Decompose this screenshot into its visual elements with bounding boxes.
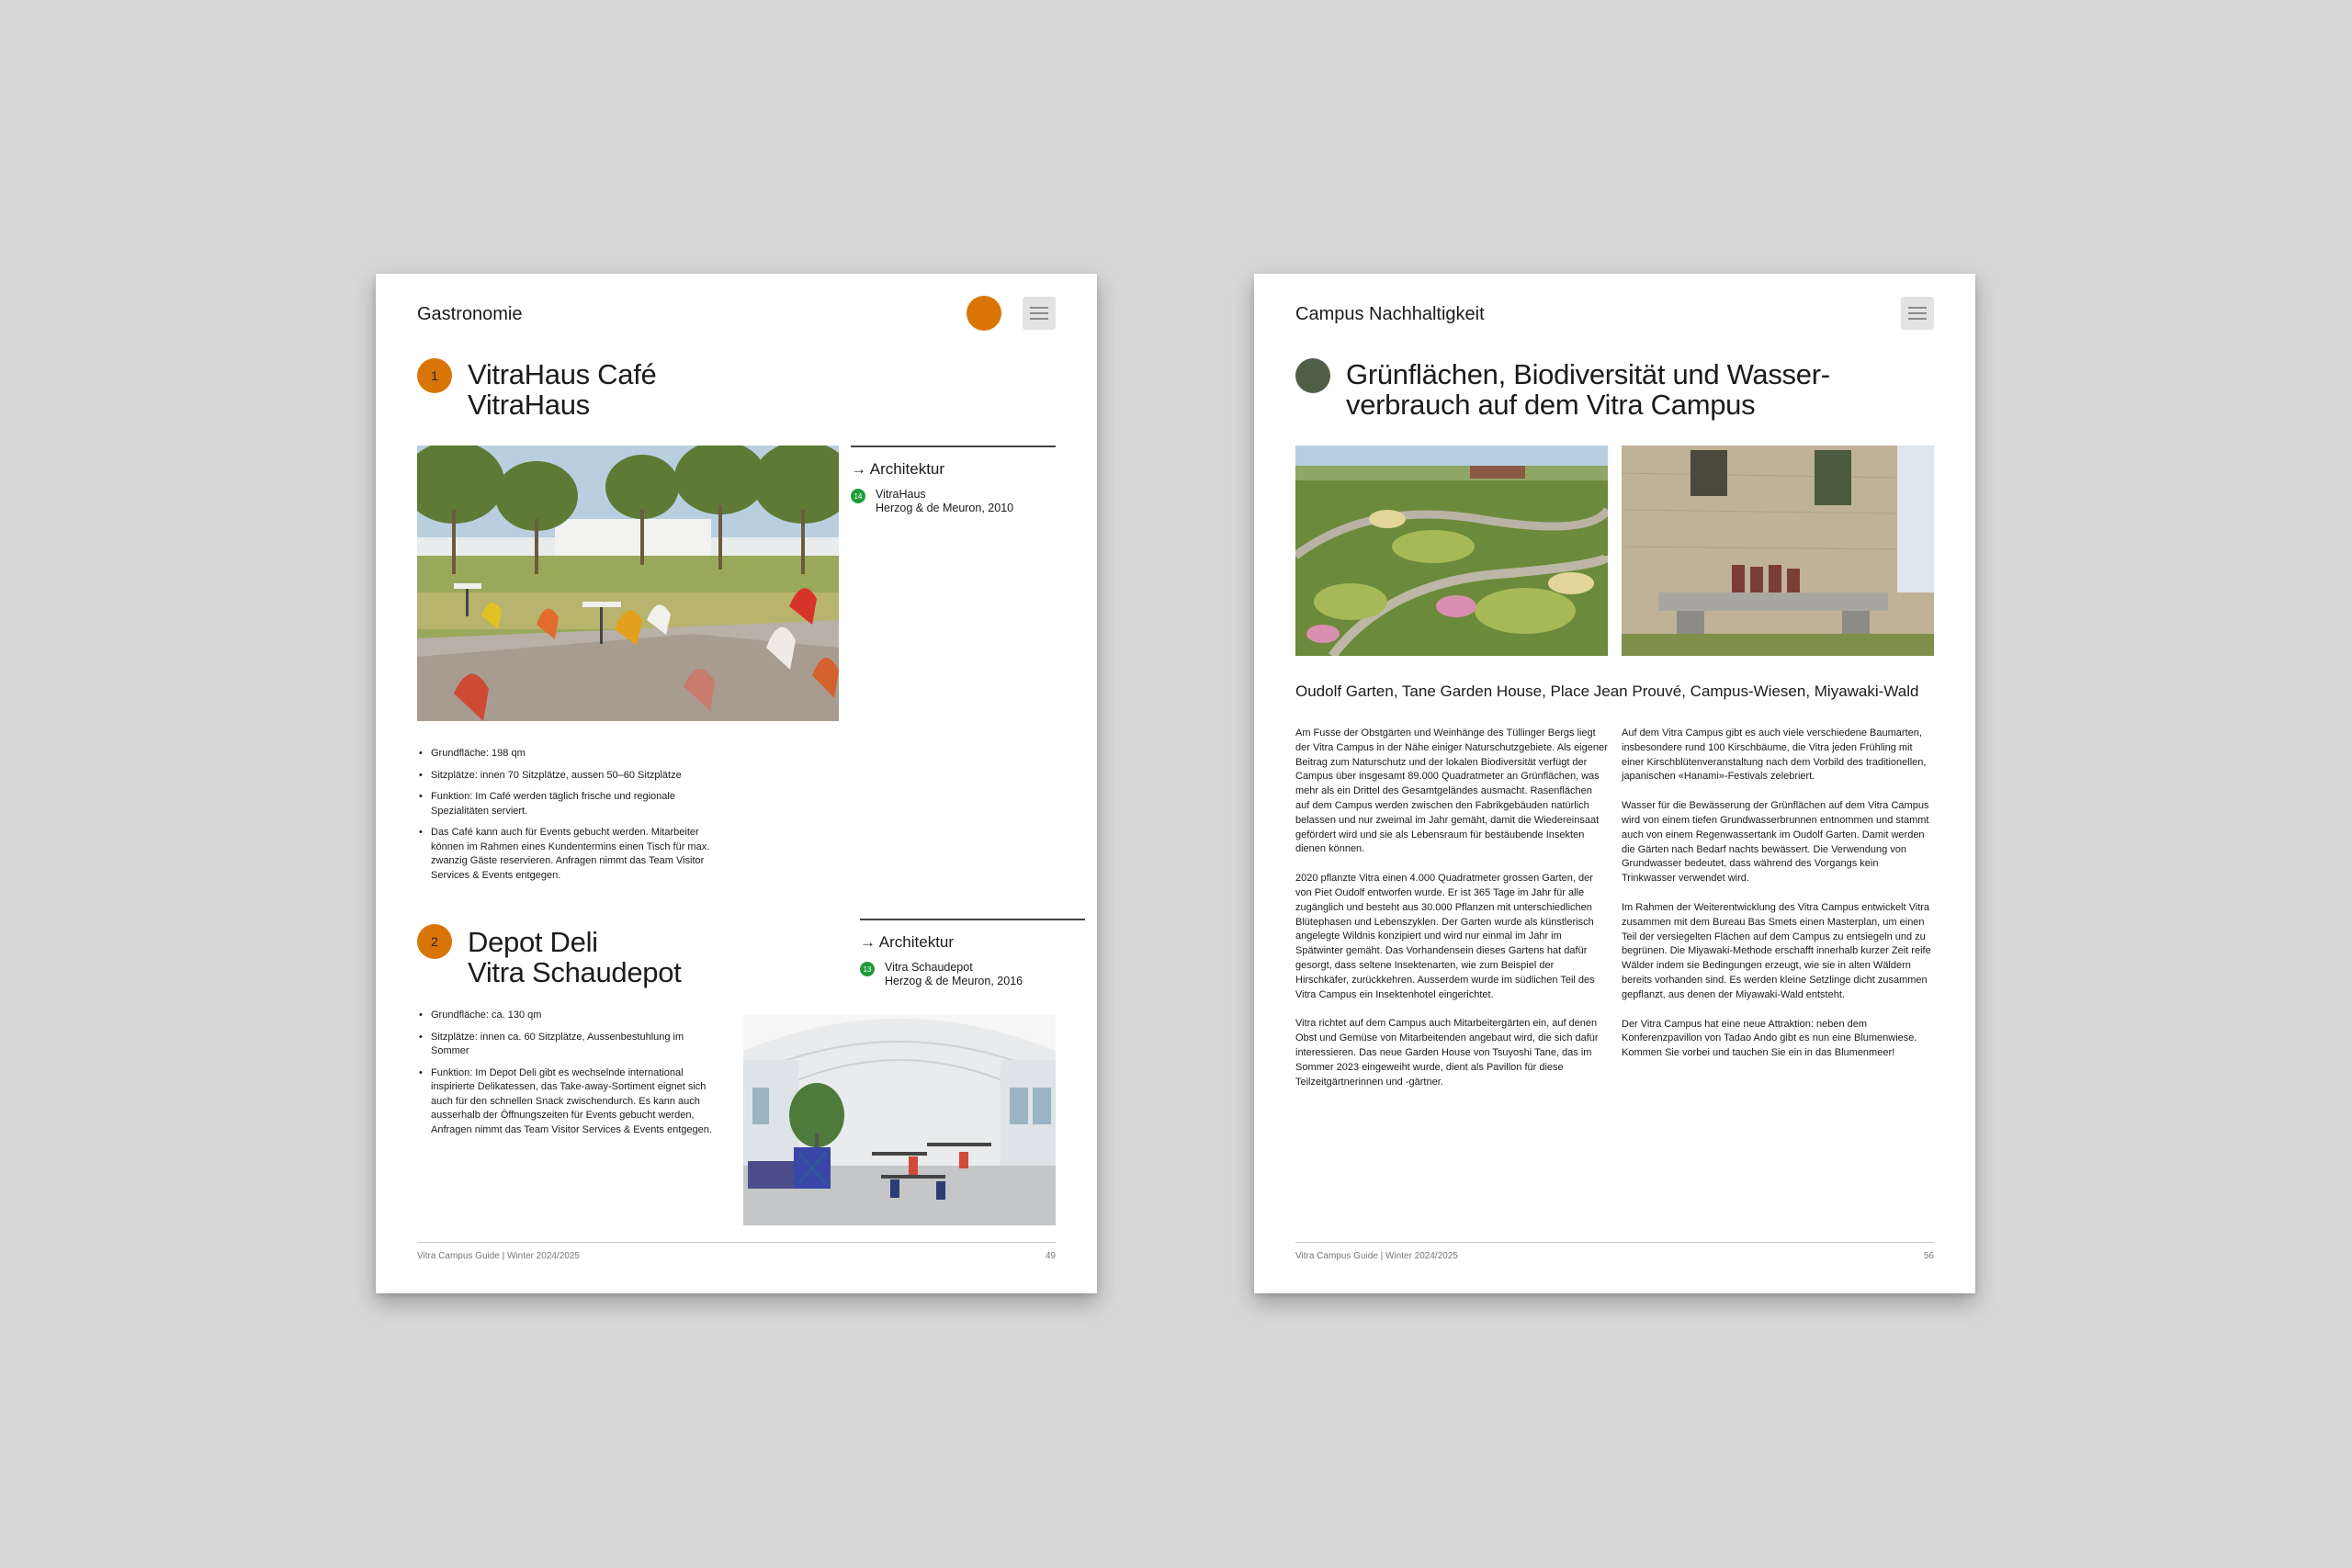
paragraph: Vitra richtet auf dem Campus auch Mitarbeitergärten ein, auf denen Obst und Gemüse von Mitarbeitenden angebaut wird, die sich dafür interessieren. Das neue Garden House von Tsuyoshi Tane, das im Sommer 2023 eingeweiht wurde, dient als Pavillon für diese Teilzeitgärtnerinnen und -gärtner. [1295, 1018, 1599, 1088]
list-item: • Sitzplätze: innen 70 Sitzplätze, aussen 50–60 Sitzplätze [417, 769, 729, 784]
list-item: • Sitzplätze: innen ca. 60 Sitzplätze, Aussenbestuhlung im Sommer [417, 1031, 720, 1059]
article-title-line1: Grünflächen, Biodiversität und Wasser- [1346, 358, 1830, 390]
footer-text: Vitra Campus Guide | Winter 2024/2025 [1295, 1251, 1458, 1261]
page-number: 49 [1045, 1251, 1056, 1261]
list-item: • Funktion: Im Depot Deli gibt es wechselnde international inspirierte Delikatessen, das Take-away-Sortiment eignet sich auch für den schnellen Snack zwischendurch. Es kann auch ausserhalb der Öffnungszeiten für Events gebucht werden, Anfragen nimmt das Team Visitor Services & Events entgegen. [417, 1066, 720, 1138]
entry-title-main: VitraHaus Café [468, 358, 657, 390]
section-title: Campus Nachhaltigkeit [1295, 304, 1485, 324]
building-name: Vitra Schaudepot [885, 961, 973, 974]
building-name: VitraHaus [876, 488, 926, 501]
brochure-page-right [1254, 274, 1975, 1293]
architecture-link[interactable]: → Architektur [860, 933, 955, 951]
map-marker-icon: 14 [851, 489, 865, 503]
hamburger-menu-icon[interactable] [1023, 297, 1056, 330]
entry-subtitle: VitraHaus [468, 389, 590, 421]
fact-list [417, 747, 729, 890]
category-dot [967, 296, 1001, 331]
paragraph: 2020 pflanzte Vitra einen 4.000 Quadratmeter grossen Garten, der von Piet Oudolf entworfen wurde. Er ist 365 Tage im Jahr für alle zugänglich und besteht aus 30.000 Pflanzen mit unterschiedlichen Blütephasen und Lebenszyklen. Der Garten wurde als künstlerisch angelegte Wildnis konzipiert und wird nur einmal im Jahr im Spätwinter gemäht. Das Vorhandensein dieses Gartens hat dafür gesorgt, dass seltene Insektenarten, wie zum Beispiel der Hirschkäfer, zurückkehren. Ausserdem wurde im südlichen Teil des Vitra Campus ein Insektenhotel eingerichtet. [1295, 873, 1595, 1000]
footer-text: Vitra Campus Guide | Winter 2024/2025 [417, 1251, 580, 1261]
entry-title [468, 927, 681, 987]
vitrahaus-cafe-photo [417, 446, 839, 721]
list-item: • Das Café kann auch für Events gebucht werden. Mitarbeiter können im Rahmen eines Kundentermins einen Tisch für max. zwanzig Gäste reservieren. Anfragen nimmt das Team Visitor Services & Events entgegen. [417, 826, 729, 883]
architecture-box [851, 446, 1056, 515]
paragraph: Am Fusse der Obstgärten und Weinhänge des Tüllinger Bergs liegt der Vitra Campus in der Nähe einiger Naturschutzgebiete. Als eigener Beitrag zum Naturschutz und der lokalen Biodiversität verfügt der Campus über insgesamt 89.000 Quadratmeter an Grünflächen, was mehr als ein Drittel des Gesamtgeländes ausmacht. Rasenflächen auf dem Campus werden zwischen den Fabrikgebäuden natürlich belassen und nur zweimal im Jahr gemäht, damit die Wiedereinsaat gefördert wird und sie als Lebensraum für bestäubende Insekten dienen können. [1295, 728, 1608, 855]
brochure-page-left [376, 274, 1097, 1293]
hamburger-menu-icon[interactable] [1901, 297, 1934, 330]
paragraph: Der Vitra Campus hat eine neue Attraktion: neben dem Konferenzpavillon von Tadao Ando gibt es nun eine Blumenwiese. Kommen Sie vorbei und tauchen Sie ein in das Blumenmeer! [1622, 1018, 1917, 1059]
article-title [1346, 359, 1830, 420]
architecture-item [851, 488, 1056, 515]
architecture-box [860, 919, 1085, 988]
paragraph: Auf dem Vitra Campus gibt es auch viele verschiedene Baumarten, insbesondere rund 100 Kirschbäume, die Vitra jeden Frühling mit einer Kirschblütenveranstaltung nach dem Vorbild des traditionellen, japanischen «Hanami»-Festivals zelebriert. [1622, 728, 1927, 783]
category-dot [1295, 358, 1330, 393]
architect-name: Herzog & de Meuron, 2016 [885, 975, 1023, 987]
entry-number-badge: 1 [417, 358, 452, 393]
list-item: • Grundfläche: ca. 130 qm [417, 1009, 720, 1023]
paragraph: Wasser für die Bewässerung der Grünflächen auf dem Vitra Campus wird von einem tiefen Grundwasserbrunnen entnommen und stammt auch von einem Regenwassertank im Oudolf Garten. Damit werden die Gärten nach Bedarf nachts bewässert. Die Verwendung von Grundwasser bedeutet, dass während des Vorgangs kein Trinkwasser verwendet wird. [1622, 800, 1929, 885]
list-item: • Grundfläche: 198 qm [417, 747, 729, 761]
text-column-left [1295, 727, 1608, 1104]
text-column-right [1622, 727, 1934, 1076]
list-item: • Funktion: Im Café werden täglich frische und regionale Spezialitäten serviert. [417, 790, 729, 818]
photo-caption: Oudolf Garten, Tane Garden House, Place Jean Prouvé, Campus-Wiesen, Miyawaki-Wald [1295, 682, 1919, 700]
map-marker-icon: 13 [860, 962, 875, 976]
architect-name: Herzog & de Meuron, 2010 [876, 502, 1014, 514]
footer-divider [1295, 1242, 1934, 1243]
garden-house-photo [1622, 446, 1934, 656]
oudolf-garden-photo [1295, 446, 1608, 656]
page-number: 56 [1923, 1251, 1934, 1261]
entry-title [468, 359, 656, 420]
entry-title-main: Depot Deli [468, 926, 598, 958]
depot-deli-photo [743, 1014, 1056, 1225]
article-title-line2: verbrauch auf dem Vitra Campus [1346, 389, 1756, 421]
architecture-item [860, 961, 1085, 988]
entry-subtitle: Vitra Schaudepot [468, 956, 682, 988]
paragraph: Im Rahmen der Weiterentwicklung des Vitra Campus entwickelt Vitra zusammen mit dem Bureau Bas Smets einen Masterplan, um einen Teil der versiegelten Flächen auf dem Campus zu entsiegeln und zu begrünen. Die Miyawaki-Methode erschafft innerhalb kurzer Zeit reife Wälder indem sie Bedingungen erzeugt, wie sie in alten Wäldern bereits vorhanden sind. Es werden kleine Setzlinge dicht zusammen gepflanzt, aus denen der Miyawaki-Wald entsteht. [1622, 901, 1931, 1000]
fact-list [417, 1009, 720, 1145]
architecture-link[interactable]: → Architektur [851, 460, 945, 478]
entry-number-badge: 2 [417, 924, 452, 959]
section-title: Gastronomie [417, 304, 523, 324]
footer-divider [417, 1242, 1056, 1243]
